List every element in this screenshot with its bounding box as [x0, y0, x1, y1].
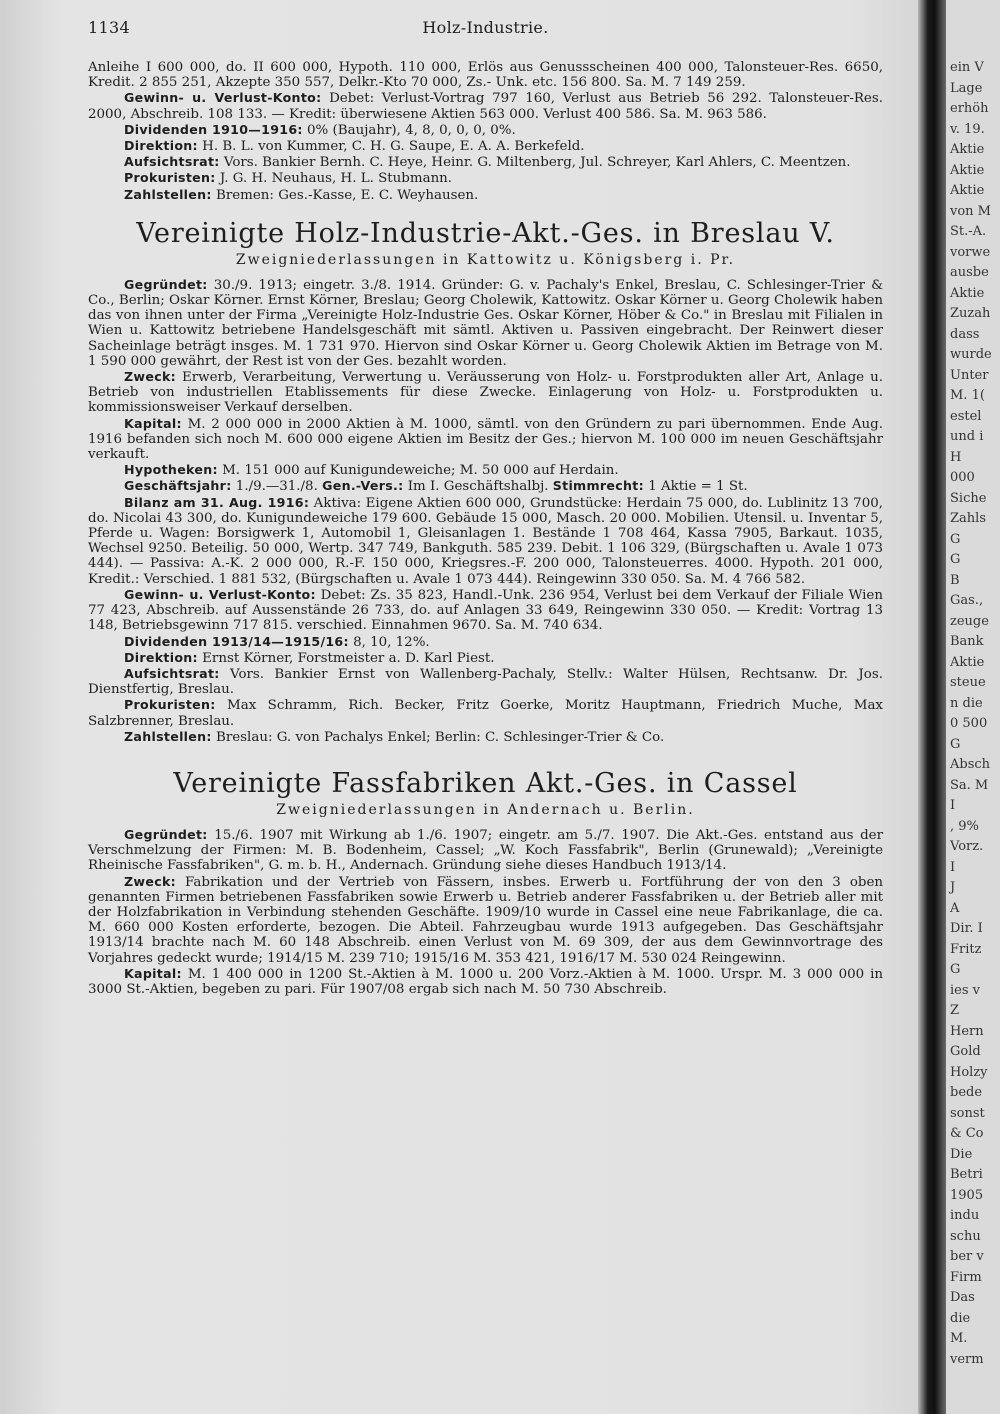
company-subtitle-breslau: Zweigniederlassungen in Kattowitz u. Königsberg i. Pr.: [235, 251, 736, 268]
fragment-line: ber v: [950, 1249, 984, 1264]
entry-text: 1 Aktie = 1 St.: [648, 479, 748, 495]
dividenden-entry: [88, 122, 883, 138]
entry-text: Max Schramm, Rich. Becker, Fritz Goerke, Moritz Hauptmann, Friedrich Muche, Max Salzbrenner, Breslau.: [88, 698, 883, 729]
fragment-line: Firm: [950, 1269, 982, 1285]
fragment-line: Zuzah: [950, 306, 991, 321]
fragment-line: die: [950, 1310, 971, 1326]
fragment-line: n die: [950, 695, 983, 711]
fragment-line: sonst: [950, 1105, 985, 1121]
fragment-line: Holzy: [950, 1064, 988, 1080]
fragment-line: G: [950, 962, 961, 977]
fragment-line: zeuge: [950, 613, 989, 629]
fragment-line: & Co: [950, 1126, 984, 1141]
fragment-line: Das: [950, 1290, 975, 1305]
entry-text: Vors. Bankier Ernst von Wallenberg-Pachaly, Stellv.: Walter Hülsen, Rechtsanw. Dr. Jos. Dienstfertig, Breslau.: [88, 666, 883, 698]
geschaeftsjahr-entry: [88, 478, 883, 494]
fragment-line: G: [950, 552, 961, 567]
entry-label: Gewinn- u. Verlust-Konto:: [124, 90, 322, 106]
entry-text: M. 2 000 000 in 2000 Aktien à M. 1000, sämtl. von den Gründern zu pari übernommen. Ende Aug. 1916 befanden sich noch M. 600 000 eigene Aktien im Besitz der Ges.; hiervon M. 100 000 im neuen Geschäftsjahr verkauft.: [88, 416, 883, 463]
zweck-entry: [88, 874, 883, 966]
fragment-line: Z: [950, 1003, 960, 1018]
fragment-line: St.-A.: [950, 224, 987, 239]
fragment-line: M. 1(: [950, 388, 985, 403]
entry-label: Hypotheken:: [124, 462, 218, 478]
fragment-line: Zahls: [950, 511, 986, 526]
entry-label: Zweck:: [124, 369, 176, 385]
entry-label: Gegründet:: [124, 276, 208, 292]
main-column: [88, 60, 883, 997]
fragment-line: Aktie: [950, 183, 985, 198]
fragment-line: Betri: [950, 1167, 983, 1182]
fragment-line: und i: [950, 429, 984, 444]
bilanz-entry: [88, 495, 883, 587]
entry-text: 1./9.—31./8.: [235, 479, 318, 495]
fragment-line: J: [950, 880, 956, 895]
entry-text: M. 151 000 auf Kunigundeweiche; M. 50 000 auf Herdain.: [222, 463, 619, 479]
prokuristen-entry: [88, 697, 883, 728]
fragment-line: dass: [950, 326, 980, 342]
entry-label: Geschäftsjahr:: [124, 478, 232, 494]
direktion-entry: [88, 650, 883, 666]
entry-text: J. G. H. Neuhaus, H. L. Stubmann.: [219, 171, 453, 187]
entry-text: Vors. Bankier Bernh. C. Heye, Heinr. G. Miltenberg, Jul. Schreyer, Karl Ahlers, C. Meentzen.: [223, 155, 851, 171]
entry-label: Gewinn- u. Verlust-Konto:: [124, 586, 316, 602]
entry-text: Bremen: Ges.-Kasse, E. C. Weyhausen.: [216, 187, 479, 203]
entry-text: Ernst Körner, Forstmeister a. D. Karl Piest.: [202, 650, 495, 666]
entry-text: H. B. L. von Kummer, C. H. G. Saupe, E. A. A. Berkefeld.: [202, 139, 585, 155]
gegruendet-entry: [88, 827, 883, 874]
entry-label: Prokuristen:: [124, 697, 216, 713]
entry-label: Zahlstellen:: [124, 186, 212, 202]
fragment-line: schu: [950, 1228, 981, 1244]
fragment-line: Aktie: [950, 654, 985, 670]
kapital-entry: [88, 416, 883, 463]
fragment-line: ies v: [950, 982, 980, 998]
gegruendet-entry: [88, 277, 883, 369]
fragment-line: Gas.,: [950, 593, 984, 608]
zahlstellen-entry: [88, 187, 883, 203]
fragment-line: Unter: [950, 367, 989, 383]
aufsichtsrat-entry: [88, 666, 883, 697]
company-title-cassel: Vereinigte Fassfabriken Akt.-Ges. in Cassel: [173, 767, 798, 799]
entry-text: 30./9. 1913; eingetr. 3./8. 1914. Gründer: G. v. Pachaly's Enkel, Breslau, C. Schlesinger-Trier & Co., Berlin; Oskar Körner. Ernst Körner, Breslau; Georg Cholewik, Kattowitz. Oskar Körner u. Georg Cholewik haben das von ihnen unter der Firma „Vereinigte Holz-Industrie Ges. Oskar Körner, Höber & Co." in Breslau mit Filialen in Wien u. Kattowitz betriebene Handelsgeschäft mit sämtl. Aktiven u. Passiven eingebracht. Der Reinwert dieser Sacheinlage beträgt insges. M. 1 731 970. Hiervon sind Oskar Körner u. Georg Cholewik Aktien im Betrage von M. 1 590 000 gewährt, der Rest ist von der Ges. bezahlt worden.: [88, 277, 883, 369]
fragment-line: ein V: [950, 60, 984, 75]
entry-label: Bilanz am 31. Aug. 1916:: [124, 494, 310, 510]
entry-text: 8, 10, 12%.: [353, 634, 430, 650]
page-number: 1134: [88, 18, 130, 37]
fragment-line: G: [950, 531, 961, 547]
hypotheken-entry: [88, 462, 883, 478]
entry-label: Kapital:: [124, 965, 182, 981]
entry-text: Breslau: G. von Pachalys Enkel; Berlin: C. Schlesinger-Trier & Co.: [216, 729, 665, 745]
entry-label: Prokuristen:: [124, 170, 216, 186]
fragment-line: Die: [950, 1146, 973, 1162]
fragment-line: G: [950, 736, 961, 752]
entry-label: Kapital:: [124, 415, 182, 431]
entry-text: 15./6. 1907 mit Wirkung ab 1./6. 1907; eingetr. am 5./7. 1907. Die Akt.-Ges. entstand aus der Verschmelzung der Firmen: M. B. Bodenheim, Cassel; „W. Koch Fassfabrik", Berlin (Grunewald); „Vereinigte Rheinische Fassfabriken", G. m. b. H., Andernach. Gründung siehe dieses Handbuch 1913/14.: [88, 827, 883, 874]
kapital-entry: [88, 966, 883, 997]
bilanz-continuation: Anleihe I 600 000, do. II 600 000, Hypoth. 110 000, Erlös aus Genussscheinen 400 000, Talonsteuer-Res. 6650, Kredit. 2 855 251, Akzepte 350 557, Delkr.-Kto 70 000, Zs.- Unk. etc. 156 800. Sa. M. 7 149 259.: [88, 60, 883, 91]
running-title: Holz-Industrie.: [422, 18, 549, 37]
fragment-line: Gold: [950, 1044, 981, 1059]
fragment-line: v. 19.: [950, 121, 985, 137]
fragment-line: A: [950, 900, 960, 916]
fragment-line: 0 500: [950, 716, 988, 731]
entry-label: Stimmrecht:: [552, 478, 644, 494]
entry-text: Im I. Geschäftshalbj.: [407, 479, 549, 495]
entry-label: Gen.-Vers.:: [322, 478, 404, 494]
fragment-line: I: [950, 859, 956, 875]
company-title-breslau: Vereinigte Holz-Industrie-Akt.-Ges. in Breslau V.: [136, 217, 835, 249]
fragment-line: indu: [950, 1208, 980, 1223]
fragment-line: wurde: [950, 347, 992, 362]
fragment-line: B: [950, 572, 960, 588]
entry-text: Debet: Verlust-Vortrag 797 160, Verlust aus Betrieb 56 292. Talonsteuer-Res. 2000, Abschreib. 108 133. — Kredit: überwiesene Aktien 563 000. Verlust 400 586. Sa. M. 963 586.: [88, 91, 883, 122]
dividenden-entry: [88, 634, 883, 650]
fragment-line: ausbe: [950, 265, 989, 280]
prokuristen-entry: [88, 170, 883, 186]
fragment-line: H: [950, 449, 962, 465]
fragment-line: , 9%: [950, 818, 979, 834]
company-subtitle-cassel: Zweigniederlassungen in Andernach u. Berlin.: [276, 801, 695, 818]
entry-label: Dividenden 1910—1916:: [124, 121, 303, 137]
fragment-line: Aktie: [950, 142, 985, 157]
aufsichtsrat-entry: [88, 154, 883, 170]
fragment-line: 1905: [950, 1187, 984, 1203]
fragment-line: Fritz: [950, 941, 982, 957]
fragment-line: 000: [950, 470, 975, 485]
entry-label: Zweck:: [124, 873, 176, 889]
fragment-line: erhöh: [950, 101, 989, 116]
fragment-line: von M: [950, 203, 991, 219]
zahlstellen-entry: [88, 729, 883, 745]
fragment-line: Hern: [950, 1023, 984, 1039]
fragment-line: estel: [950, 408, 982, 424]
entry-label: Zahlstellen:: [124, 728, 212, 744]
fragment-line: Dir. I: [950, 921, 983, 936]
fragment-line: Aktie: [950, 285, 985, 301]
entry-text: Debet: Zs. 35 823, Handl.-Unk. 236 954, Verlust bei dem Verkauf der Filiale Wien 77 423, Abschreib. auf Aussenstände 26 733, do. auf Anlagen 33 649, Reingewinn 330 050. — Kredit: Vortrag 13 148, Betriebsgewinn 717 815. verschied. Einnahmen 9670. Sa. M. 740 634.: [88, 587, 883, 634]
fragment-line: Aktie: [950, 162, 985, 178]
fragment-line: Sa. M: [950, 777, 989, 793]
page-header: [88, 18, 883, 42]
gewinn-verlust-entry: [88, 90, 883, 121]
fragment-line: bede: [950, 1085, 983, 1100]
entry-text: Fabrikation und der Vertrieb von Fässern, insbes. Erwerb u. Fortführung der von den 3 oben genannten Firmen betriebenen Fassfabriken sowie Erwerb u. Betrieb anderer Fassfabriken u. der Betrieb aller mit der Holzfabrikation in Verbindung stehenden Geschäfte. 1909/10 wurde in Cassel eine neue Fabrikanlage, die ca. M. 660 000 Kosten erforderte, bezogen. Die Abteil. Fahrzeugbau wurde 1913 aufgegeben. Das Geschäftsjahr 1913/14 brachte nach M. 60 148 Abschreib. einen Verlust von M. 69 309, der aus dem Gewinnvortrage des Vorjahres gedeckt wurde; 1914/15 M. 239 710; 1915/16 M. 353 421, 1916/17 M. 530 024 Reingewinn.: [88, 874, 884, 966]
book-gutter: [918, 0, 946, 1414]
entry-label: Dividenden 1913/14—1915/16:: [124, 633, 349, 649]
entry-label: Direktion:: [124, 649, 198, 665]
entry-text: Aktiva: Eigene Aktien 600 000, Grundstücke: Herdain 75 000, do. Lublinitz 13 700, do. Nicolai 43 300, do. Kunigundeweiche 179 600. Gebäude 15 000, Masch. 20 000. Mobilien. Utensil. u. Inventar 5, Pferde u. Wagen: Borsigwerk 1, Automobil 1, Gleisanlagen 1. Bestände 1 708 464, Kassa 7905, Barkaut. 1035, Wechsel 9250. Beteilig. 50 000, Wertp. 347 749, Bankguth. 585 239. Debit. 1 106 329, (Bürgschaften u. Avale 1 073 444). — Passiva: A.-K. 2 000 000, R.-F. 150 000, Kriegsres.-F. 200 000, Talonsteuerres. 4000. Hypoth. 201 000, Kredit.: Verschied. 1 881 532, (Bürgschaften u. Avale 1 073 444). Reingewinn 330 050. Sa. M. 4 766 582.: [88, 495, 883, 587]
fragment-line: Bank: [950, 634, 984, 649]
entry-label: Aufsichtsrat:: [124, 665, 220, 681]
entry-text: 0% (Baujahr), 4, 8, 0, 0, 0, 0%.: [307, 122, 516, 138]
entry-label: Direktion:: [124, 138, 198, 154]
entry-text: M. 1 400 000 in 1200 St.-Aktien à M. 1000 u. 200 Vorz.-Aktien à M. 1000. Urspr. M. 3 000 000 in 3000 St.-Aktien, begeben zu pari. Für 1907/08 ergab sich nach M. 50 730 Abschreib.: [88, 966, 883, 997]
direktion-entry: [88, 138, 883, 154]
fragment-line: Lage: [950, 80, 983, 96]
fragment-line: Absch: [950, 757, 991, 772]
entry-text: Erwerb, Verarbeitung, Verwertung u. Veräusserung von Holz- u. Forstprodukten aller Art, Anlage u. Betrieb von industriellen Etablissements für diese Zwecke. Einlagerung von Holz- u. Forstprodukten u. kommissionsweiser Verkauf derselben.: [88, 370, 883, 416]
fragment-line: Siche: [950, 490, 987, 506]
fragment-line: M.: [950, 1331, 968, 1346]
fragment-line: steue: [950, 675, 986, 690]
fragment-line: I: [950, 798, 956, 813]
fragment-line: vorwe: [950, 244, 991, 260]
fragment-line: verm: [950, 1351, 984, 1367]
gewinn-verlust-entry: [88, 587, 883, 634]
fragment-line: Vorz.: [950, 839, 984, 854]
zweck-entry: [88, 369, 883, 416]
adjacent-page-fragments: [946, 0, 1000, 1414]
entry-label: Aufsichtsrat:: [124, 154, 220, 170]
entry-label: Gegründet:: [124, 826, 208, 842]
